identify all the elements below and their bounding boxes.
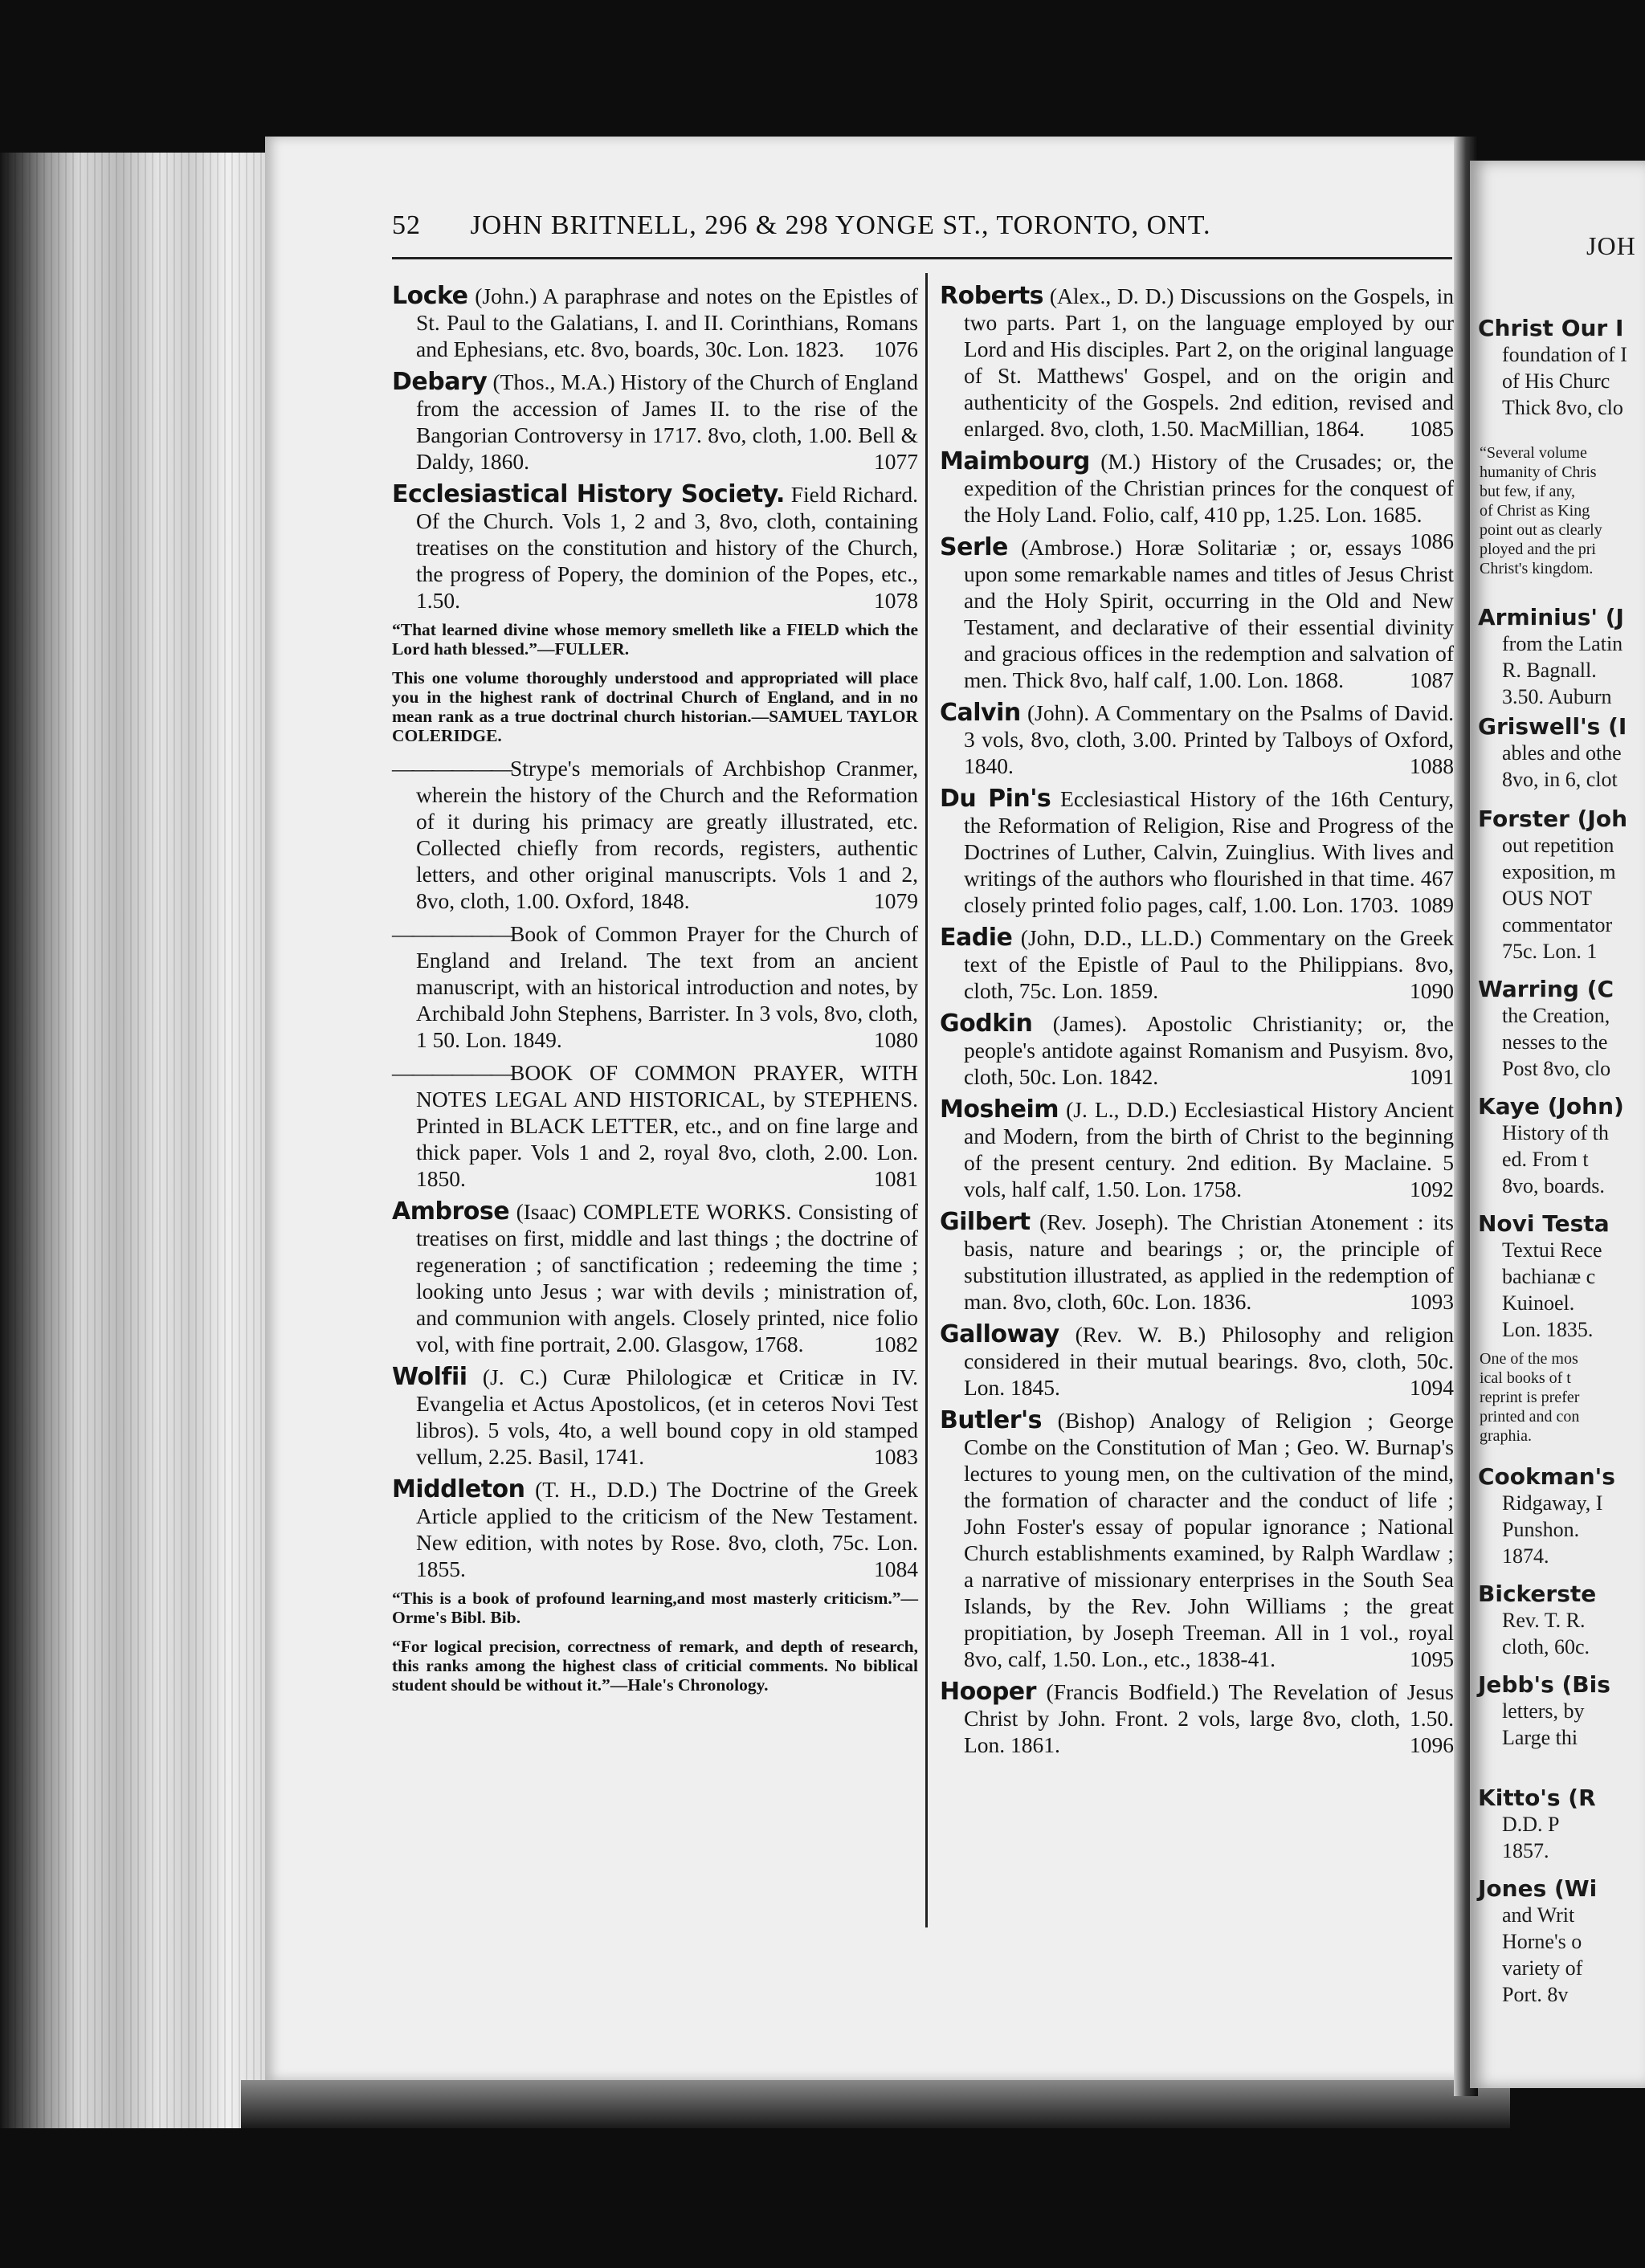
lot-number: 1083 [874,1444,918,1469]
entry-description: Strype's memorials of Archbishop Cranmer, wherein the history of the Church and the Reformation of it during his primacy are greatly illustrated, etc. Collected chiefly from records, registers, authentic letters, and other original manuscripts. Vols 1 and 2, 8vo, cloth, 1.00. Oxford, 1848. [416,756,918,913]
lot-number: 1093 [1410,1289,1454,1314]
lot-number: 1091 [1410,1064,1454,1089]
next-page-line: Thick 8vo, clo [1502,396,1623,419]
catalogue-entry [940,700,1454,779]
ditto-dash: —————— [392,756,510,781]
page-number: 52 [392,210,421,240]
next-page-line: One of the mos [1480,1350,1578,1368]
right-column [940,283,1454,1764]
testimonial-quote: “That learned divine whose memory smelleth like a FIELD which the Lord hath blessed.”—FULLER. [392,620,918,659]
catalogue-entry [392,283,918,362]
lot-number: 1089 [1410,892,1454,917]
entry-description: Book of Common Prayer for the Church of England and Ireland. The text from an ancient manuscript, with an historical introduction and notes, by Archibald John Stephens, Barrister. In 3 vols, 8vo, cloth, 1 50. Lon. 1849. [416,921,918,1052]
lot-number: 1092 [1410,1177,1454,1201]
entry-description: (John.) A paraphrase and notes on the Epistles of St. Paul to the Galatians, I. and II. Corinthians, Romans and Ephesians, etc. 8vo, boards, 30c. Lon. 1823. [416,284,918,361]
entry-description: (Francis Bodfield.) The Revelation of Jesus Christ by John. Front. 2 vols, large 8vo, cloth, 1.50. Lon. 1861. [964,1679,1454,1757]
lot-number: 1096 [1410,1732,1454,1757]
catalogue-entry [940,785,1454,918]
entry-author: Serle [940,533,1008,561]
book-page-edges [0,153,265,2128]
lot-number: 1087 [1410,667,1454,692]
entry-author: Gilbert [940,1208,1031,1236]
running-header [392,210,1444,241]
catalogue-entry [392,755,918,914]
entry-author: Maimbourg [940,447,1090,475]
next-page-line [1478,1671,1610,1699]
entry-author: Debary [392,368,488,396]
testimonial-quote: “For logical precision, correctness of remark, and depth of research, this ranks among the highest class of criticial comments. No biblical student should be without it.”—Hale's Chronology. [392,1637,918,1695]
next-page-line: Post 8vo, clo [1502,1057,1611,1080]
entry-author: Butler's [940,1406,1043,1434]
next-page-line: the Creation, [1502,1004,1610,1027]
catalogue-entry [392,1476,918,1582]
next-page-line: 8vo, in 6, clot [1502,768,1618,791]
next-page-author: Kaye (John) [1478,1093,1624,1120]
entry-author: Locke [392,282,468,310]
next-page-author: Kitto's (R [1478,1785,1596,1811]
next-page-line: R. Bagnall. [1502,659,1597,682]
next-page-line: foundation of I [1502,343,1627,366]
catalogue-entry [940,1679,1454,1758]
entry-description: (John). A Commentary on the Psalms of David. 3 vols, 8vo, cloth, 3.00. Printed by Talboys of Oxford, 1840. [964,700,1454,778]
catalogue-entry [392,481,918,614]
next-page-line: reprint is prefer [1480,1389,1580,1406]
next-page-line: Christ's kingdom. [1480,560,1594,577]
next-page-line: but few, if any, [1480,483,1576,500]
next-page-author: Warring (C [1478,976,1614,1002]
next-page-line [1478,713,1627,740]
next-page-line: D.D. P [1502,1813,1560,1836]
lot-number: 1090 [1410,978,1454,1003]
entry-description: (Ambrose.) Horæ Solitariæ ; or, essays upon some remarkable names and titles of Jesus Christ and the Holy Spirit, occurring in the Old and New Testament, and declarative of their essential divinity and gracious offices in the redemption and salvation of men. Thick 8vo, half calf, 1.00. Lon. 1868. [964,535,1454,692]
next-page-line: Rev. T. R. [1502,1609,1586,1632]
left-column [392,283,918,1704]
next-page-line: Kuinoel. [1502,1291,1575,1315]
page-bottom-shadow [241,2080,1510,2128]
next-page-header-fragment: JOH [1586,231,1636,260]
next-page-line: Port. 8v [1502,1983,1569,2006]
next-page-line [1478,1093,1624,1120]
entry-author: Ecclesiastical History Society. [392,480,785,508]
lot-number: 1094 [1410,1375,1454,1400]
lot-number: 1088 [1410,753,1454,778]
next-page-line: 3.50. Auburn [1502,685,1612,708]
next-page-line: ed. From t [1502,1148,1589,1171]
next-page-line [1478,1875,1597,1903]
lot-number: 1081 [874,1166,918,1191]
entry-description: (John, D.D., LL.D.) Commentary on the Greek text of the Epistle of Paul to the Philippians. 8vo, cloth, 75c. Lon. 1859. [964,925,1454,1003]
next-page-line: ployed and the pri [1480,540,1596,558]
next-page-line: 8vo, boards. [1502,1174,1605,1197]
testimonial-quote: “This is a book of profound learning,and most masterly criticism.”—Orme's Bibl. Bib. [392,1589,918,1627]
catalogue-entry [392,1198,918,1357]
entry-author: Hooper [940,1678,1036,1706]
entry-description: (Alex., D. D.) Discussions on the Gospels, in two parts. Part 1, on the language employed by our Lord and His disciples. Part 2, on the original language of St. Matthews' Gospel, and on the origin and authenticity of the Gospels. 2nd edition, revised and enlarged. 8vo, cloth, 1.50. MacMillian, 1864. [964,284,1454,441]
entry-description: (Rev. W. B.) Philosophy and religion considered in their mutual bearings. 8vo, cloth, 50c. Lon. 1845. [964,1322,1454,1400]
entry-author: Ambrose [392,1197,510,1226]
next-page-line: out repetition [1502,834,1614,857]
catalogue-entry [940,1321,1454,1401]
next-page-line: commentator [1502,913,1613,936]
catalogue-entry [392,920,918,1053]
next-page-line: humanity of Chris [1480,463,1597,481]
next-page-line: of His Churc [1502,369,1610,393]
next-page-author: Griswell's (I [1478,713,1627,740]
next-page-line [1478,1785,1596,1812]
next-page-line: History of th [1502,1121,1609,1144]
entry-author: Mosheim [940,1095,1059,1124]
lot-number: 1086 [1410,528,1454,553]
entry-author: Du Pin's [940,785,1051,813]
next-page-author: Jebb's (Bis [1478,1671,1610,1698]
ditto-dash: —————— [392,921,510,946]
entry-description: (J. C.) Curæ Philologicæ et Criticæ in IV. Evangelia et Actus Apostolicos, (et in ceteros Novi Test libros). 5 vols, 4to, a well bound copy in old stamped vellum, 2.25. Basil, 1741. [416,1364,918,1469]
entry-description: (Bishop) Analogy of Religion ; George Combe on the Constitution of Man ; Geo. W. Burnap's lectures to young men, on the cultivation of the mind, the formation of character and the conduct of life ; John Foster's essay of popular ignorance ; National Church establishments examined, by Ralph Wardlaw ; a narrative of missionary enterprises in the South Sea Islands, by the Rev. John Williams ; the great propitiation, by Joseph Treeman. All in 1 vol., royal 8vo, calf, 1.50. Lon., etc., 1838-41. [964,1408,1454,1671]
entry-author: Godkin [940,1010,1033,1038]
next-page-line [1478,604,1624,631]
next-page-line [1478,315,1623,342]
lot-number: 1076 [874,337,918,361]
next-page-line: 75c. Lon. 1 [1502,940,1598,963]
next-page-line: Textui Rece [1502,1238,1602,1262]
next-page-line: from the Latin [1502,632,1623,655]
next-page-line [1478,1210,1610,1238]
lot-number: 1082 [874,1332,918,1356]
catalogue-entry [940,534,1454,693]
next-page-line: and Writ [1502,1903,1575,1927]
entry-description: (M.) History of the Crusades; or, the expedition of the Christian princes for the conquest of the Holy Land. Folio, calf, 410 pp, 1.25. Lon. 1685. [964,449,1454,527]
next-page-line: Horne's o [1502,1930,1582,1953]
entry-author: Galloway [940,1320,1059,1348]
catalogue-entry [392,369,918,475]
next-page-line: graphia. [1480,1427,1532,1445]
catalogue-entry [940,1209,1454,1315]
catalogue-entry [392,1059,918,1192]
entry-author: Calvin [940,699,1021,727]
next-page-line: printed and con [1480,1408,1580,1426]
entry-description: Ecclesiastical History of the 16th Century, the Reformation of Religion, Rise and Progress of the Doctrines of Luther, Calvin, Zuinglius. With lives and writings of the authors who flourished in that time. 467 closely printed folio pages, calf, 1.00. Lon. 1703. [964,786,1455,917]
entry-description: (J. L., D.D.) Ecclesiastical History Ancient and Modern, from the birth of Christ to the beginning of the present century. 2nd edition. By Maclaine. 5 vols, half calf, 1.50. Lon. 1758. [964,1097,1454,1201]
entry-author: Roberts [940,282,1044,310]
next-page-line [1478,976,1614,1003]
next-page-author: Bickerste [1478,1581,1597,1607]
next-page-author: Cookman's [1478,1463,1615,1490]
next-page-author: Jones (Wi [1478,1875,1598,1902]
next-page-author: Novi Testa [1478,1210,1610,1237]
catalogue-entry [940,1010,1454,1090]
next-page-author: Arminius' (J [1478,604,1624,630]
next-page-line: OUS NOT [1502,887,1592,910]
next-page-line [1478,806,1627,833]
next-page-line: bachianæ c [1502,1265,1596,1288]
catalogue-entry [940,924,1454,1004]
lot-number: 1095 [1410,1646,1454,1671]
catalogue-entry [940,1407,1454,1672]
entry-author: Middleton [392,1475,525,1503]
catalogue-entry [392,1364,918,1470]
entry-description: (Thos., M.A.) History of the Church of England from the accession of James II. to the rise of the Bangorian Controversy in 1717. 8vo, cloth, 1.00. Bell & Daldy, 1860. [416,369,918,474]
next-page-line: Large thi [1502,1726,1578,1749]
column-divider [925,273,928,1927]
entry-description: Field Richard. Of the Church. Vols 1, 2 and 3, 8vo, cloth, containing treatises on the constitution and history of the Church, the progress of Popery, the dominion of the Popes, etc., 1.50. [416,482,918,613]
next-page-line: letters, by [1502,1699,1585,1723]
entry-description: BOOK OF COMMON PRAYER, WITH NOTES LEGAL AND HISTORICAL, by STEPHENS. Printed in BLACK LETTER, etc., and on fine large and thick paper. Vols 1 and 2, royal 8vo, cloth, 2.00. Lon. 1850. [416,1060,918,1191]
next-page-line: point out as clearly [1480,521,1602,539]
next-page-line: 1874. [1502,1544,1549,1568]
next-page-author: Christ Our I [1478,315,1624,341]
header-rule [392,257,1452,259]
catalogue-entry [940,1096,1454,1202]
next-page-line: of Christ as King [1480,502,1590,520]
next-page-line: ical books of t [1480,1369,1571,1387]
lot-number: 1084 [874,1556,918,1581]
next-page-line: Ridgaway, I [1502,1491,1603,1515]
next-page-line: nesses to the [1502,1030,1608,1054]
next-page-line: “Several volume [1480,444,1587,462]
next-page-line: Lon. 1835. [1502,1318,1594,1341]
header-title: JOHN BRITNELL, 296 & 298 YONGE ST., TORONTO, ONT. [470,210,1211,240]
lot-number: 1079 [874,888,918,913]
entry-author: Wolfii [392,1363,467,1391]
next-page-line: cloth, 60c. [1502,1635,1590,1658]
lot-number: 1077 [874,449,918,474]
ditto-dash: —————— [392,1060,510,1085]
next-page-line [1478,1581,1596,1608]
next-page-line: variety of [1502,1956,1583,1980]
next-page-author: Forster (Joh [1478,806,1628,832]
entry-author: Eadie [940,924,1013,952]
entry-description: (Isaac) COMPLETE WORKS. Consisting of treatises on first, middle and last things ; the doctrine of regeneration ; of sanctification ; redeeming the time ; looking unto Jesus ; war with devils ; ministration of, and communion with angels. Closely printed, nice folio vol, with fine portrait, 2.00. Glasgow, 1768. [416,1199,918,1356]
lot-number: 1085 [1410,416,1454,441]
catalogue-entry [940,283,1454,442]
next-page-line [1478,1463,1615,1491]
next-page-line: ables and othe [1502,741,1622,765]
entry-description: (T. H., D.D.) The Doctrine of the Greek Article applied to the criticism of the New Testament. New edition, with notes by Rose. 8vo, cloth, 75c. Lon. 1855. [416,1477,918,1581]
testimonial-quote: This one volume thoroughly understood and appropriated will place you in the highest rank of doctrinal Church of England, and in no mean rank as a true doctrinal church historian.—SAMUEL TAYLOR COLERIDGE. [392,668,918,745]
lot-number: 1078 [874,588,918,613]
entry-description: (James). Apostolic Christianity; or, the people's antidote against Romanism and Pusyism. 8vo, cloth, 50c. Lon. 1842. [964,1011,1454,1089]
entry-description: (Rev. Joseph). The Christian Atonement : its basis, nature and bearings ; or, the principle of substitution illustrated, as applied in the redemption of man. 8vo, cloth, 60c. Lon. 1836. [964,1209,1454,1314]
next-page-line: Punshon. [1502,1518,1580,1541]
next-page-line: 1857. [1502,1839,1549,1862]
lot-number: 1080 [874,1027,918,1052]
next-page-line: exposition, m [1502,860,1616,883]
